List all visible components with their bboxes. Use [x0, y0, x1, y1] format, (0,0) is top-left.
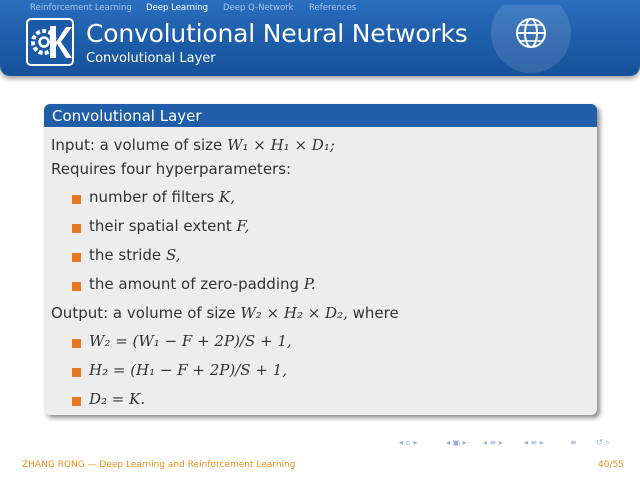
input-expression: W₁ × H₁ × D₁;: [227, 136, 335, 154]
hyperparameter-item: [89, 275, 316, 293]
slide-subtitle: Convolutional Layer: [86, 51, 216, 66]
output-suffix: where: [352, 304, 399, 322]
input-prefix: Input: a volume of size: [51, 136, 223, 154]
nav-deep-q-network[interactable]: Deep Q-Network: [223, 3, 294, 13]
hyperparameter-item: [89, 188, 235, 206]
hyperparameter-symbol: S,: [165, 246, 181, 264]
hyperparameter-text: the amount of zero-padding: [89, 275, 300, 293]
bullet-icon: [72, 282, 81, 291]
formula-item: [89, 361, 287, 379]
input-line: [51, 136, 335, 154]
formula-h2: H₂ = (H₁ − F + 2P)/S + 1,: [89, 361, 287, 379]
convolutional-layer-block: [44, 104, 597, 415]
kde-logo-icon: [26, 18, 74, 66]
output-expression: W₂ × H₂ × D₂,: [240, 304, 348, 322]
slide-title: Convolutional Neural Networks: [86, 19, 468, 48]
nav-section-icon[interactable]: ◂ ≡ ▸: [483, 438, 503, 447]
formula-item: [89, 390, 145, 408]
nav-document-icon[interactable]: ◂ ≡ ▸: [524, 438, 544, 447]
hyperparameter-symbol: K,: [219, 188, 236, 206]
hyperparameter-text: their spatial extent: [89, 217, 232, 235]
nav-appendix-icon[interactable]: ≡: [570, 438, 577, 447]
nav-references[interactable]: References: [309, 3, 357, 13]
formula-w2: W₂ = (W₁ − F + 2P)/S + 1,: [89, 332, 292, 350]
output-line: [51, 304, 399, 322]
bullet-icon: [72, 224, 81, 233]
bullet-icon: [72, 253, 81, 262]
footer-author: ZHANG RONG — Deep Learning and Reinforcement Learning: [22, 460, 296, 470]
block-title: Convolutional Layer: [52, 107, 202, 125]
output-prefix: Output: a volume of size: [51, 304, 236, 322]
block-header: [44, 104, 597, 127]
hyperparameter-symbol: P.: [303, 275, 316, 293]
nav-deep-learning[interactable]: Deep Learning: [146, 3, 209, 13]
bullet-icon: [72, 368, 81, 377]
hyperparameter-item: [89, 246, 180, 264]
footer-page-number: 40/55: [598, 460, 624, 470]
globe-icon: [486, 5, 576, 76]
formula-d2: D₂ = K.: [89, 390, 146, 408]
hyperparameter-text: number of filters: [89, 188, 215, 206]
bullet-icon: [72, 195, 81, 204]
nav-reinforcement-learning[interactable]: Reinforcement Learning: [30, 3, 132, 13]
hyperparameter-item: [89, 217, 249, 235]
hyperparameter-text: the stride: [89, 246, 162, 264]
hyperparameter-symbol: F,: [236, 217, 250, 235]
requires-line: Requires four hyperparameters:: [51, 160, 292, 178]
nav-subsection-icon[interactable]: ◂ ▣ ▸: [446, 438, 467, 447]
bullet-icon: [72, 397, 81, 406]
nav-search-icon[interactable]: ↺ ⌕: [596, 438, 610, 447]
bullet-icon: [72, 339, 81, 348]
slide-header: [0, 0, 640, 76]
formula-item: [89, 332, 292, 350]
nav-frame-icon[interactable]: ◂ ▫ ▸: [399, 438, 418, 447]
